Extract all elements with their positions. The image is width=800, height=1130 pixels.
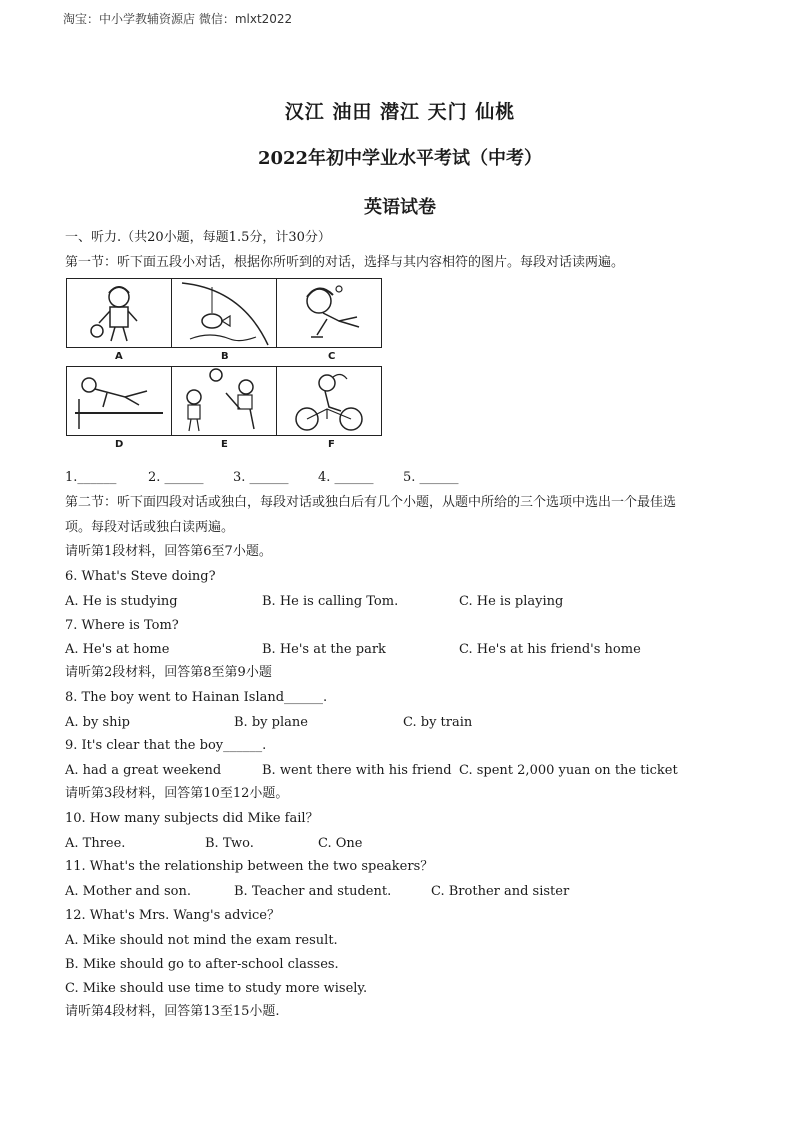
blank-5[interactable]: 5. ______: [403, 470, 459, 485]
q9-option-a[interactable]: A. had a great weekend: [65, 763, 222, 778]
q8-option-a[interactable]: A. by ship: [65, 715, 130, 730]
picture-label-d: D: [115, 439, 124, 450]
exam-subject-title: 英语试卷: [364, 197, 436, 218]
material-4-note: 请听第4段材料，回答第13至15小题.: [65, 1004, 280, 1019]
high-jump-illustration: [67, 367, 171, 435]
picture-label-c: C: [328, 351, 336, 362]
q10-option-b[interactable]: B. Two.: [205, 836, 254, 851]
q11-option-b[interactable]: B. Teacher and student.: [234, 884, 392, 899]
question-6: 6. What's Steve doing?: [65, 569, 216, 584]
header-note: 淘宝：中小学教辅资源店 微信：mlxt2022: [63, 12, 293, 26]
exam-region-title: 汉江 油田 潜江 天门 仙桃: [284, 101, 516, 123]
q11-option-a[interactable]: A. Mother and son.: [65, 884, 192, 899]
blank-3[interactable]: 3. ______: [233, 470, 289, 485]
q9-option-b[interactable]: B. went there with his friend: [262, 763, 452, 778]
question-9: 9. It's clear that the boy______.: [65, 738, 267, 753]
question-10: 10. How many subjects did Mike fail？: [65, 811, 319, 826]
picture-c: [276, 278, 382, 348]
cycling-illustration: [277, 367, 381, 435]
q11-option-c[interactable]: C. Brother and sister: [431, 884, 570, 899]
picture-label-b: B: [221, 351, 229, 362]
material-2-note: 请听第2段材料，回答第8至第9小题: [65, 665, 272, 680]
listening-pictures: [66, 278, 382, 458]
material-1-note: 请听第1段材料，回答第6至7小题。: [65, 544, 272, 559]
q12-option-c[interactable]: C. Mike should use time to study more wisely.: [65, 981, 368, 996]
q12-option-b[interactable]: B. Mike should go to after-school classes.: [65, 957, 339, 972]
picture-a: [66, 278, 172, 348]
question-11: 11. What's the relationship between the two speakers？: [65, 859, 434, 874]
q7-option-b[interactable]: B. He's at the park: [262, 642, 386, 657]
picture-label-f: F: [328, 439, 335, 450]
basketball-player-illustration: [67, 279, 171, 347]
picture-label-a: A: [115, 351, 123, 362]
question-12: 12. What's Mrs. Wang's advice？: [65, 908, 280, 923]
picture-label-e: E: [221, 439, 228, 450]
part2-instructions-line2: 项。每段对话或独白读两遍。: [65, 520, 235, 535]
q10-option-a[interactable]: A. Three.: [65, 836, 126, 851]
football-illustration: [172, 367, 276, 435]
blank-4[interactable]: 4. ______: [318, 470, 374, 485]
blank-1[interactable]: 1.______: [65, 470, 117, 485]
material-3-note: 请听第3段材料，回答第10至12小题。: [65, 786, 289, 801]
exam-title: 2022年初中学业水平考试（中考）: [257, 148, 543, 169]
q6-option-c[interactable]: C. He is playing: [459, 594, 564, 609]
blank-2[interactable]: 2. ______: [148, 470, 204, 485]
picture-e: [171, 366, 277, 436]
q9-option-c[interactable]: C. spent 2,000 yuan on the ticket: [459, 763, 678, 778]
question-7: 7. Where is Tom?: [65, 618, 179, 633]
picture-f: [276, 366, 382, 436]
part1-instructions: 第一节：听下面五段小对话，根据你所听到的对话，选择与其内容相符的图片。每段对话读两遍。: [65, 255, 625, 270]
q8-option-c[interactable]: C. by train: [403, 715, 473, 730]
skating-illustration: [277, 279, 381, 347]
question-8: 8. The boy went to Hainan Island______.: [65, 690, 328, 705]
q6-option-a[interactable]: A. He is studying: [65, 594, 178, 609]
section1-heading: 一、听力.（共20小题，每题1.5分，计30分）: [65, 230, 331, 245]
q12-option-a[interactable]: A. Mike should not mind the exam result.: [65, 933, 338, 948]
q8-option-b[interactable]: B. by plane: [234, 715, 308, 730]
picture-b: [171, 278, 277, 348]
q7-option-a[interactable]: A. He's at home: [65, 642, 170, 657]
fishing-illustration: [172, 279, 276, 347]
picture-d: [66, 366, 172, 436]
part2-instructions-line1: 第二节：听下面四段对话或独白，每段对话或独白后有几个小题，从题中所给的三个选项中选出一个最佳选: [65, 495, 677, 510]
q6-option-b[interactable]: B. He is calling Tom.: [262, 594, 399, 609]
q7-option-c[interactable]: C. He's at his friend's home: [459, 642, 641, 657]
q10-option-c[interactable]: C. One: [318, 836, 363, 851]
